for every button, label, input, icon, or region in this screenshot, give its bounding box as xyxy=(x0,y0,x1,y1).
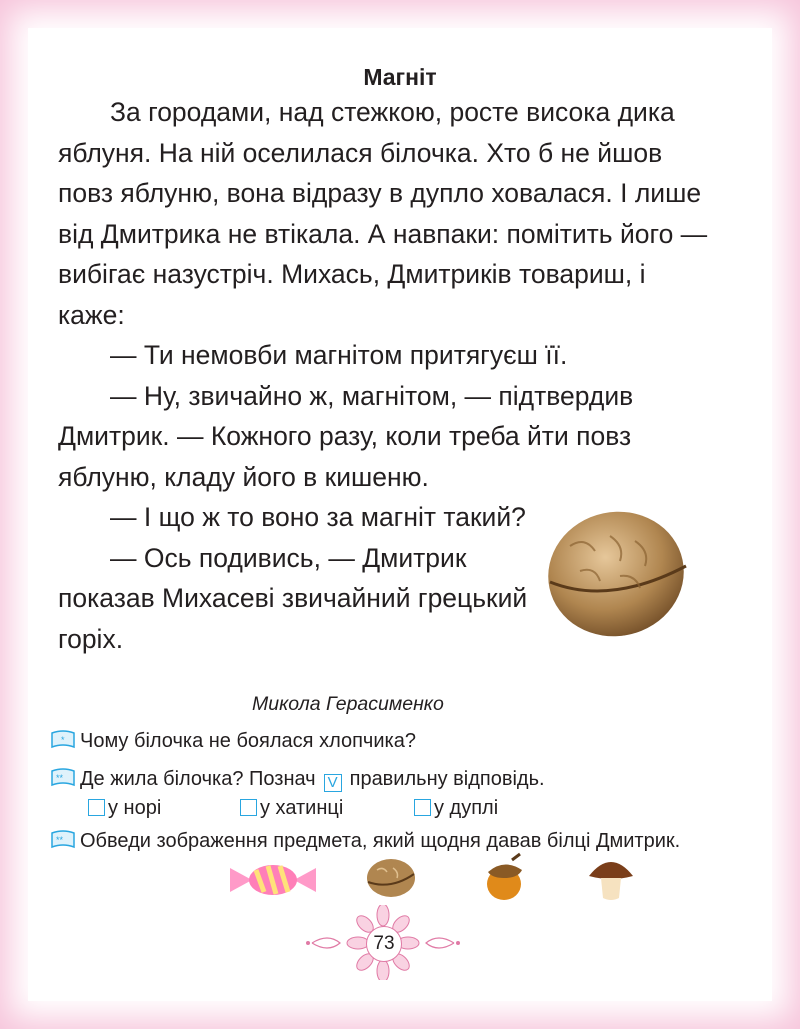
option-burrow[interactable]: у норі xyxy=(88,797,161,820)
task-2-text: Де жила білочка? Познач xyxy=(80,768,316,790)
option-hollow[interactable]: у дуплі xyxy=(414,797,498,820)
svg-text:*: * xyxy=(61,735,65,745)
task-2-text-end: правильну відповідь. xyxy=(349,768,545,790)
story-paragraph-1: За городами, над стежкою, росте висока дика яблуня. На ній оселилася білочка. Хто б не йшов повз яблуню, вона відразу в дупло ховалася. І лише від Дмитрика не втікала. А навпаки: помітить його — вибігає назустріч. Михась, Дмитриків товариш, і каже: xyxy=(58,97,708,330)
svg-text:**: ** xyxy=(56,835,64,845)
scroll-marker-icon xyxy=(50,768,76,788)
option-checkbox[interactable] xyxy=(240,799,257,816)
story-paragraph-2: — Ти немовби магнітом притягуєш її. xyxy=(110,340,568,370)
task-2 xyxy=(50,765,545,794)
svg-text:**: ** xyxy=(56,773,64,783)
story-paragraph-4: — І що ж то воно за магніт такий? xyxy=(110,502,526,532)
story-paragraph-5: — Ось подивись, — Дмитрик показав Михасеві звичайний грецький горіх. xyxy=(58,542,528,654)
task-3-text: Обведи зображення предмета, який щодня давав білці Дмитрик. xyxy=(80,830,681,852)
walnut-illustration xyxy=(540,496,692,648)
page-number: 73 xyxy=(366,926,402,962)
task-1 xyxy=(50,727,416,756)
scroll-marker-icon xyxy=(50,830,76,850)
mushroom-icon[interactable] xyxy=(585,852,637,904)
candy-icon[interactable] xyxy=(228,860,318,900)
check-sample-icon: V xyxy=(324,774,342,792)
story-paragraph-3: — Ну, звичайно ж, магнітом, — підтвердив Дмитрик. — Кожного разу, коли треба йти повз яблуню, кладу його в кишеню. xyxy=(58,380,634,492)
walnut-icon[interactable] xyxy=(365,856,417,900)
option-checkbox[interactable] xyxy=(88,799,105,816)
story-title: Магніт xyxy=(363,64,437,90)
page-number-ornament xyxy=(300,905,500,980)
option-house[interactable]: у хатинці xyxy=(240,797,343,820)
acorn-icon[interactable] xyxy=(482,852,528,902)
task-1-text: Чому білочка не боялася хлопчика? xyxy=(80,730,416,752)
author-name: Микола Герасименко xyxy=(252,693,444,715)
option-checkbox[interactable] xyxy=(414,799,431,816)
scroll-marker-icon xyxy=(50,730,76,750)
